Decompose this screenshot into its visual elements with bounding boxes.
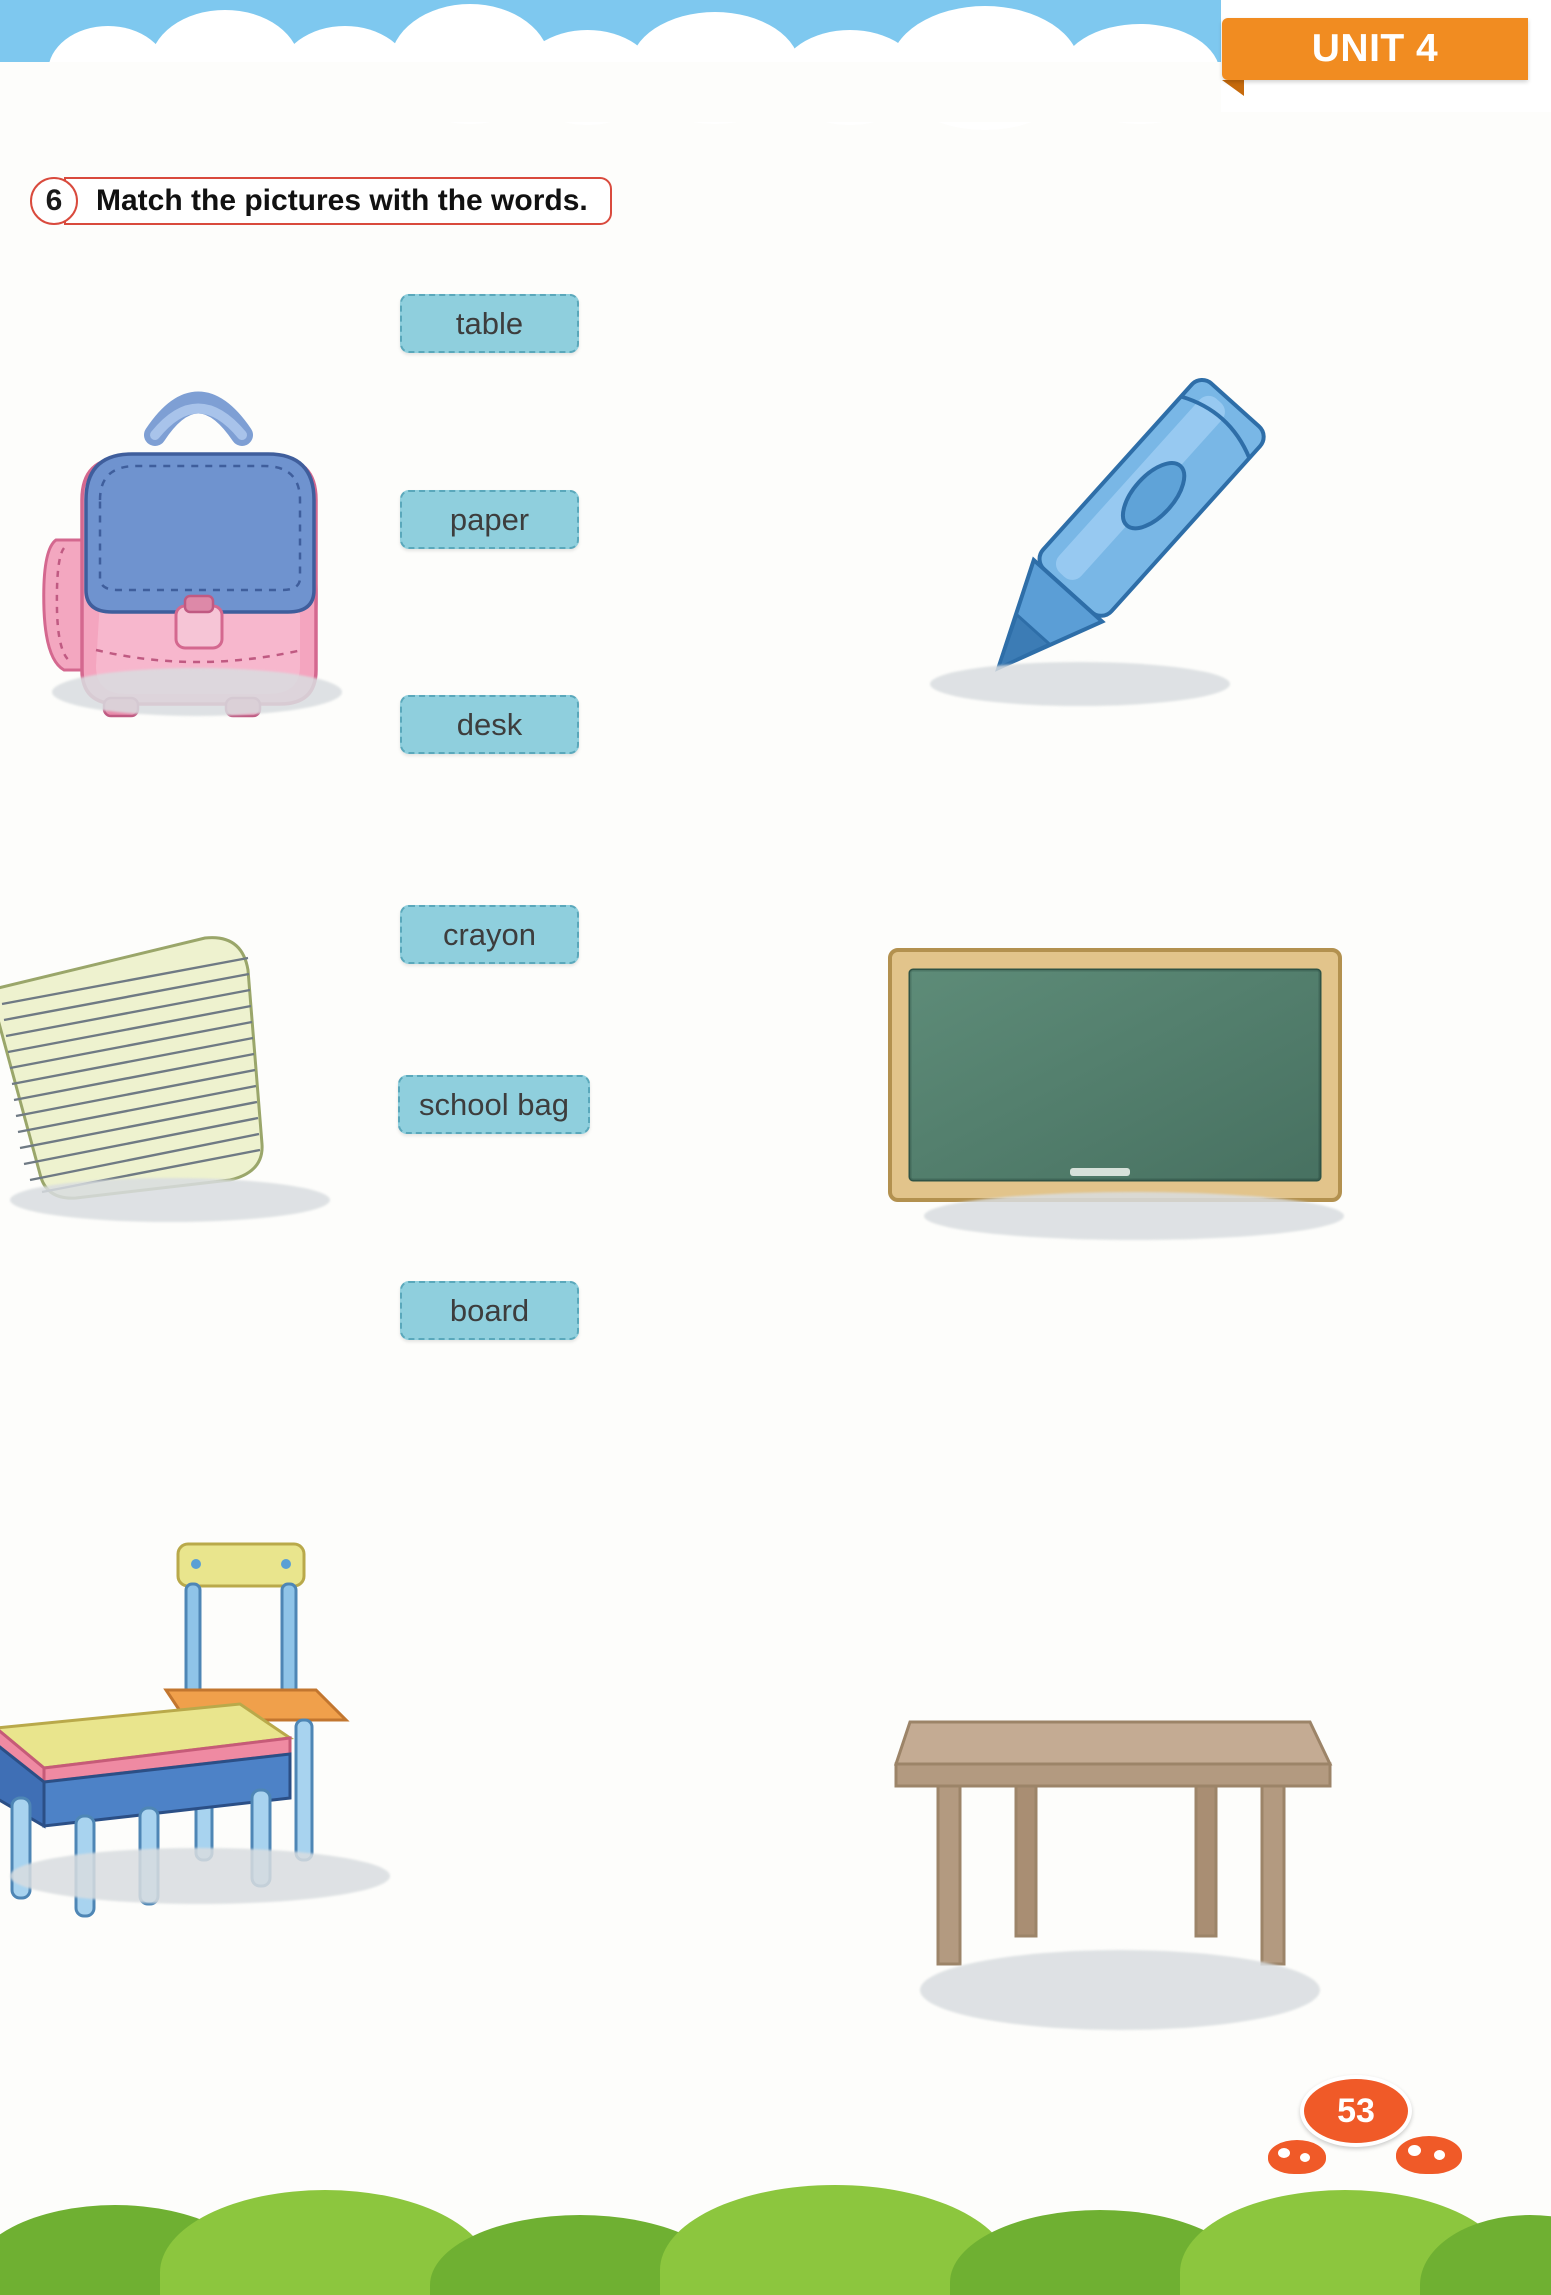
crayon-shadow bbox=[930, 662, 1230, 706]
desk-shadow bbox=[10, 1848, 390, 1904]
board-shadow bbox=[924, 1192, 1344, 1240]
mushroom-dot bbox=[1278, 2148, 1290, 2158]
paper-picture bbox=[0, 930, 380, 1260]
word-chip-label: crayon bbox=[442, 916, 537, 952]
crayon-picture bbox=[900, 350, 1340, 750]
word-chip-label: board bbox=[449, 1292, 530, 1328]
desk-picture bbox=[0, 1530, 440, 1950]
table-shadow bbox=[920, 1950, 1320, 2030]
unit-label: UNIT 4 bbox=[1311, 27, 1439, 70]
school-bag-shadow bbox=[52, 668, 342, 716]
mushroom-dot bbox=[1300, 2153, 1310, 2162]
word-chip-label: school bag bbox=[419, 1086, 569, 1122]
unit-banner bbox=[1222, 18, 1528, 80]
word-chip-desk[interactable] bbox=[400, 695, 579, 754]
unit-banner-tail bbox=[1222, 80, 1244, 96]
board-picture bbox=[880, 940, 1380, 1270]
word-chip-school-bag[interactable] bbox=[398, 1075, 590, 1134]
instruction-row bbox=[30, 178, 612, 224]
page-number-badge bbox=[1300, 2075, 1412, 2147]
school-bag-picture bbox=[30, 350, 370, 770]
word-chip-table[interactable] bbox=[400, 294, 579, 353]
word-chip-paper[interactable] bbox=[400, 490, 579, 549]
mushroom-icon bbox=[1268, 2140, 1326, 2174]
mushroom-icon bbox=[1396, 2136, 1462, 2174]
word-chip-board[interactable] bbox=[400, 1281, 579, 1340]
word-chip-label: table bbox=[455, 305, 524, 341]
word-chip-label: desk bbox=[456, 706, 523, 742]
page-number: 53 bbox=[1337, 2091, 1375, 2130]
grass-band bbox=[0, 2185, 1551, 2295]
instruction-bubble bbox=[64, 177, 612, 225]
exercise-number: 6 bbox=[30, 177, 78, 225]
word-chip-crayon[interactable] bbox=[400, 905, 579, 964]
paper-shadow bbox=[10, 1178, 330, 1222]
mushroom-dot bbox=[1408, 2145, 1421, 2156]
word-chip-label: paper bbox=[449, 501, 530, 537]
instruction-text: Match the pictures with the words. bbox=[96, 184, 588, 217]
mushroom-dot bbox=[1434, 2150, 1445, 2160]
table-picture bbox=[890, 1680, 1360, 2040]
